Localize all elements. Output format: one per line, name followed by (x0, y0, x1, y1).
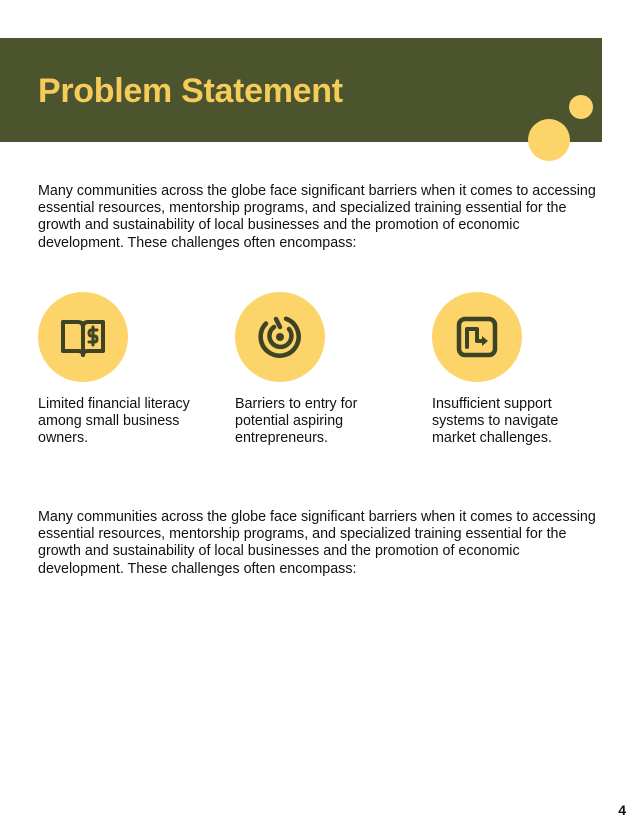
path-arrow-icon (453, 313, 501, 361)
maze-target-icon (256, 313, 304, 361)
page-number: 4 (618, 802, 626, 818)
closing-paragraph: Many communities across the globe face significant barriers when it comes to accessing essential resources, mentorship programs, and specialized training essential for the growth and sustainability of local businesses and the promotion of economic development. These challenges often encompass: (38, 509, 596, 577)
decorative-dot-large (528, 119, 570, 161)
feature-text: Limited financial literacy among small business owners. (38, 396, 190, 447)
feature-text: Barriers to entry for potential aspiring entrepreneurs. (235, 396, 358, 447)
icon-circle (38, 292, 128, 382)
icon-circle (432, 292, 522, 382)
feature-text: Insufficient support systems to navigate market challenges. (432, 396, 559, 447)
decorative-dot-small (569, 95, 593, 119)
feature-support-systems (432, 292, 602, 448)
feature-financial-literacy (38, 292, 208, 448)
book-dollar-icon (59, 313, 107, 361)
feature-barriers-to-entry (235, 292, 405, 448)
icon-circle (235, 292, 325, 382)
page-title: Problem Statement (38, 72, 343, 110)
intro-paragraph: Many communities across the globe face significant barriers when it comes to accessing essential resources, mentorship programs, and specialized training essential for the growth and sustainability of local businesses and the promotion of economic development. These challenges often encompass: (38, 183, 596, 251)
